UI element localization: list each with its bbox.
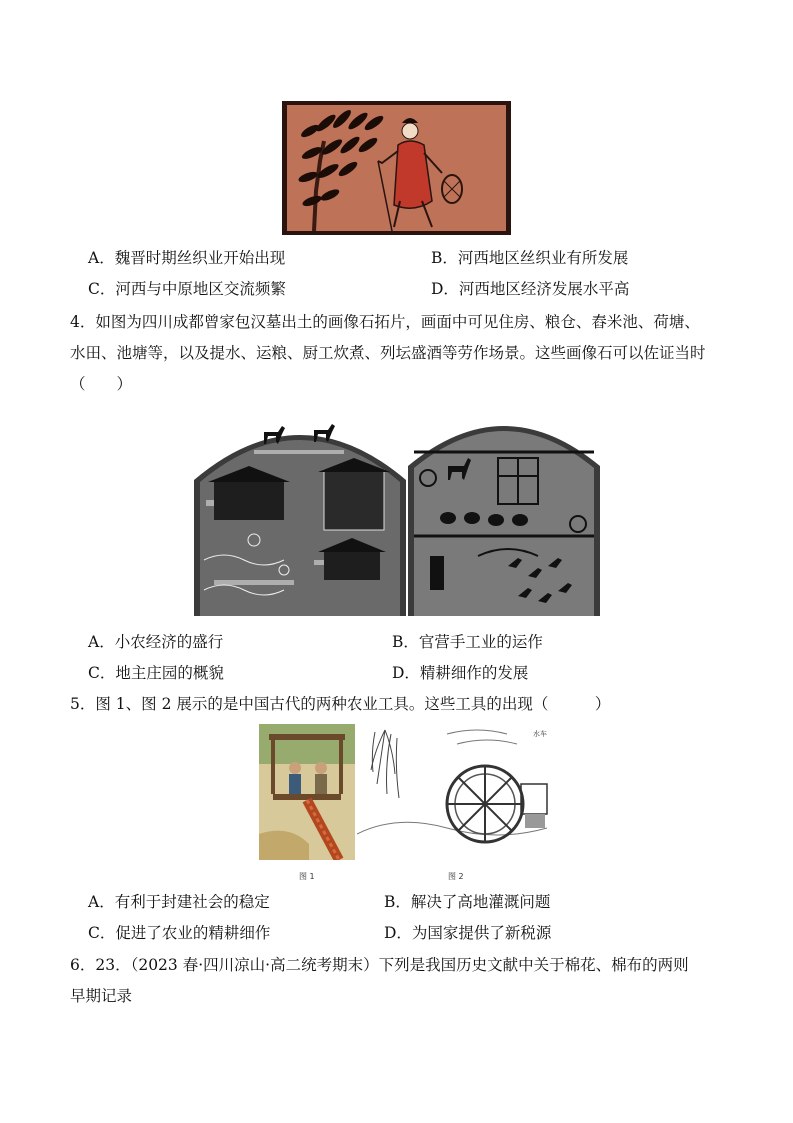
q4-stem-line-2: 水田、池塘等，以及提水、运粮、厨工炊煮、列坛盛酒等劳作场景。这些画像石可以佐证当时 [70,344,706,362]
q5-option-b[interactable]: B．解决了高地灌溉问题 [384,893,551,911]
q3-option-a[interactable]: A．魏晋时期丝织业开始出现 [88,249,286,267]
painted-brick-image [282,101,511,235]
q4-option-d[interactable]: D．精耕细作的发展 [392,664,529,682]
figure-1-chain-pump-image [259,724,355,860]
figure-1-caption: 图 1 [299,872,315,881]
q4-stem-line-1: 4．如图为四川成都曾家包汉墓出土的画像石拓片，画面中可见住房、粮仓、舂米池、荷塘、 [70,313,700,331]
q3-option-c[interactable]: C．河西与中原地区交流频繁 [88,280,286,298]
q4-option-c[interactable]: C．地主庄园的概貌 [88,664,224,682]
q4-option-a[interactable]: A．小农经济的盛行 [88,633,224,651]
fig2-corner-label: 水车 [533,730,547,738]
q6-stem-line-2: 早期记录 [70,987,133,1005]
q5-option-a[interactable]: A．有利于封建社会的稳定 [88,893,270,911]
q4-stem-line-3: （ ） [70,375,133,393]
q5-stem: 5．图 1、图 2 展示的是中国古代的两种农业工具。这些工具的出现（ ） [70,695,611,713]
stone-rubbing-left-image [194,410,406,616]
figure-2-waterwheel-image [357,724,549,860]
q5-option-c[interactable]: C．促进了农业的精耕细作 [88,924,271,942]
stone-rubbing-right-image [408,406,600,616]
figure-2-caption: 图 2 [448,872,464,881]
q5-option-d[interactable]: D．为国家提供了新税源 [384,924,552,942]
q4-option-b[interactable]: B．官营手工业的运作 [392,633,543,651]
q3-option-b[interactable]: B．河西地区丝织业有所发展 [431,249,629,267]
q3-option-d[interactable]: D．河西地区经济发展水平高 [431,280,630,298]
q6-stem-line-1: 6．23．（2023 春·四川凉山·高二统考期末）下列是我国历史文献中关于棉花、棉布的两则 [70,956,689,974]
